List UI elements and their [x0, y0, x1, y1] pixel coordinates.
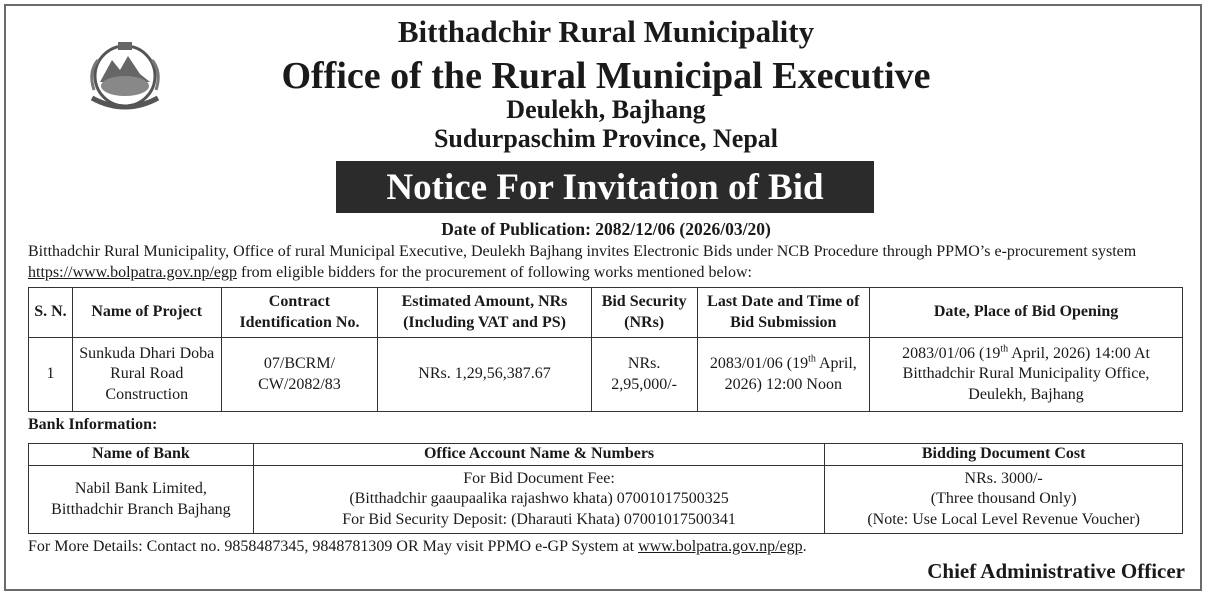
details-text: For More Details: Contact no. 9858487345, 9848781309 OR May visit PPMO e-GP System at	[28, 538, 639, 555]
province-country: Sudurpaschim Province, Nepal	[433, 124, 779, 153]
publication-date: Date of Publication: 2082/12/06 (2026/03/20)	[441, 219, 771, 239]
last-date-part-b: April, 2026) 12:00 Noon	[724, 355, 857, 393]
cell-opening	[870, 338, 1183, 412]
intro-text-2: from eligible bidders for the procurement of following works mentioned below:	[237, 264, 752, 281]
account-line-3: For Bid Security Deposit: (Dharauti Khata) 07001017500341	[342, 510, 736, 528]
cell-bank	[29, 466, 254, 534]
cost-line-1: NRs. 3000/-	[964, 469, 1043, 487]
bank-table	[28, 443, 1183, 534]
bank-info-label: Bank Information:	[28, 416, 158, 433]
header-security: Bid Security (NRs)	[591, 288, 697, 338]
bank-line-1: Nabil Bank Limited,	[74, 480, 207, 497]
intro-paragraph	[28, 241, 1190, 283]
bank-line-2: Bitthadchir Branch Bajhang	[51, 500, 231, 518]
signature-title: Chief Administrative Officer	[927, 559, 1185, 583]
cell-sn: 1	[29, 338, 73, 412]
bolpatra-link[interactable]: www.bolpatra.gov.np/egp	[638, 538, 803, 555]
cell-last-date	[697, 338, 870, 412]
details-end: .	[802, 538, 807, 555]
contact-details	[28, 538, 807, 556]
municipality-name: Bitthadchir Rural Municipality	[397, 14, 815, 49]
account-line-2: (Bitthadchir gaaupaalika rajashwo khata) 07001017500325	[349, 490, 729, 508]
header-contract: Contract Identification No.	[221, 288, 378, 338]
header-bank: Name of Bank	[29, 444, 254, 466]
cell-account	[253, 466, 824, 534]
account-line-1: For Bid Document Fee:	[463, 469, 615, 487]
cell-contract: 07/BCRM/ CW/2082/83	[221, 338, 378, 412]
intro-text-1: Bitthadchir Rural Municipality, Office of rural Municipal Executive, Deulekh Bajhang invites Electronic Bids under NCB Procedure through PPMO’s e-procurement system	[28, 243, 1137, 260]
header-account: Office Account Name & Numbers	[253, 444, 824, 466]
cost-line-3: (Note: Use Local Level Revenue Voucher)	[867, 510, 1140, 528]
cost-line-2: (Three thousand Only)	[930, 490, 1077, 508]
header-cost: Bidding Document Cost	[825, 444, 1183, 466]
bid-table-header-row	[29, 288, 1183, 338]
cell-amount: NRs. 1,29,56,387.67	[378, 338, 591, 412]
opening-part-b: April, 2026) 14:00 At Bitthadchir Rural Municipality Office, Deulekh, Bajhang	[902, 344, 1150, 403]
header-sn: S. N.	[29, 288, 73, 338]
opening-sup: th	[1000, 343, 1009, 355]
header-amount: Estimated Amount, NRs (Including VAT and PS)	[378, 288, 591, 338]
bank-table-header-row	[29, 444, 1183, 466]
last-date-part-a: 2083/01/06 (19	[709, 355, 809, 372]
egp-link[interactable]: https://www.bolpatra.gov.np/egp	[28, 264, 238, 281]
table-row	[29, 466, 1183, 534]
header-opening: Date, Place of Bid Opening	[870, 288, 1183, 338]
table-row	[29, 338, 1183, 412]
header-last-date: Last Date and Time of Bid Submission	[697, 288, 870, 338]
opening-part-a: 2083/01/06 (19	[902, 344, 1001, 362]
cell-security: NRs. 2,95,000/-	[591, 338, 697, 412]
notice-banner: Notice For Invitation of Bid	[336, 161, 874, 213]
header-project: Name of Project	[72, 288, 221, 338]
office-name: Office of the Rural Municipal Executive	[281, 55, 931, 97]
cell-cost	[825, 466, 1183, 534]
office-location: Deulekh, Bajhang	[506, 95, 706, 124]
last-date-sup: th	[808, 353, 816, 365]
bid-table	[28, 287, 1183, 412]
cell-project: Sunkuda Dhari Doba Rural Road Construction	[72, 338, 221, 412]
